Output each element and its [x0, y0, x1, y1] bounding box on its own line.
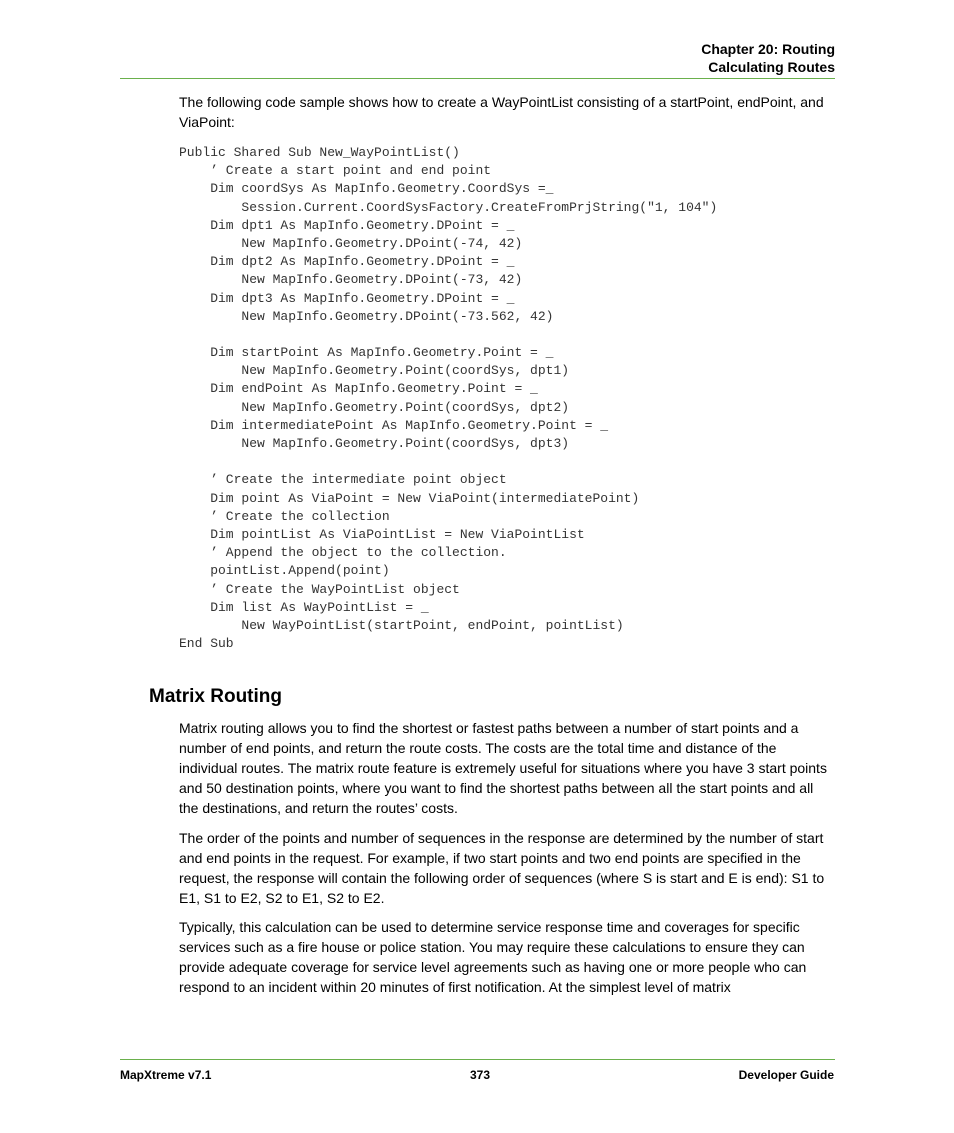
- code-line: ’ Create the WayPointList object: [179, 581, 460, 597]
- code-line: ’ Create the collection: [179, 508, 390, 524]
- footer-rule: [120, 1059, 835, 1060]
- code-line: Dim coordSys As MapInfo.Geometry.CoordSys =_: [179, 181, 554, 197]
- header-section: Calculating Routes: [708, 59, 835, 75]
- footer-product: MapXtreme v7.1: [120, 1068, 212, 1082]
- code-line: Dim point As ViaPoint = New ViaPoint(intermediatePoint): [179, 490, 640, 506]
- code-line: Dim dpt3 As MapInfo.Geometry.DPoint = _: [179, 290, 515, 306]
- code-sample: [179, 144, 717, 653]
- body-paragraph: Matrix routing allows you to find the shortest or fastest paths between a number of start points and a number of end points, and return the route costs. The costs are the total time and distance of the individual routes. The matrix route feature is extremely useful for situations where you have 3 start points and 50 destination points, where you want to find the shortest paths between all the start points and all the destinations, and return the routes’ costs.: [179, 720, 827, 816]
- code-line: Dim dpt2 As MapInfo.Geometry.DPoint = _: [179, 254, 515, 270]
- body-paragraph: The order of the points and number of sequences in the response are determined by the number of start and end points in the request. For example, if two start points and two end points are specified in the request, the response will contain the following order of sequences (where S is start and E is end): S1 to E1, S1 to E2, S2 to E1, S2 to E2.: [179, 830, 825, 906]
- code-line: New MapInfo.Geometry.Point(coordSys, dpt2): [179, 399, 570, 415]
- code-line: Dim pointList As ViaPointList = New ViaPointList: [179, 526, 585, 542]
- code-line: ’ Append the object to the collection.: [179, 545, 507, 561]
- code-line: Dim startPoint As MapInfo.Geometry.Point = _: [179, 345, 554, 361]
- header-chapter: Chapter 20: Routing: [701, 41, 835, 57]
- code-line: New MapInfo.Geometry.DPoint(-73, 42): [179, 272, 523, 288]
- code-line: Dim endPoint As MapInfo.Geometry.Point = _: [179, 381, 538, 397]
- code-line: [179, 326, 717, 344]
- section-title: Matrix Routing: [149, 686, 282, 707]
- code-line: New WayPointList(startPoint, endPoint, pointList): [179, 617, 624, 633]
- intro-paragraph: The following code sample shows how to create a WayPointList consisting of a startPoint, endPoint, and ViaPoint:: [179, 94, 824, 130]
- code-line: New MapInfo.Geometry.Point(coordSys, dpt3): [179, 436, 570, 451]
- body-paragraph: Typically, this calculation can be used to determine service response time and coverages for specific services such as a fire house or police station. You may require these calculations to ensure they can provide adequate coverage for service level agreements such as having one or more people who can respond to an incident within 20 minutes of first notification. At the simplest level of matrix: [179, 919, 807, 995]
- code-line: Session.Current.CoordSysFactory.CreateFromPrjString("1, 104"): [179, 199, 718, 215]
- code-line: Dim list As WayPointList = _: [179, 599, 429, 615]
- code-line: Public Shared Sub New_WayPointList(): [179, 145, 460, 160]
- code-line: Dim dpt1 As MapInfo.Geometry.DPoint = _: [179, 217, 515, 233]
- code-line: New MapInfo.Geometry.DPoint(-74, 42): [179, 235, 523, 251]
- code-line: End Sub: [179, 636, 234, 652]
- code-line: ’ Create a start point and end point: [179, 163, 492, 179]
- code-line: New MapInfo.Geometry.DPoint(-73.562, 42): [179, 308, 554, 324]
- code-line: pointList.Append(point): [179, 563, 390, 579]
- code-line: New MapInfo.Geometry.Point(coordSys, dpt1): [179, 363, 570, 379]
- header-rule: [120, 78, 835, 79]
- page-number: 373: [469, 1068, 491, 1082]
- code-line: ’ Create the intermediate point object: [179, 472, 507, 488]
- code-line: [179, 453, 717, 471]
- footer-guide: Developer Guide: [738, 1068, 834, 1082]
- code-line: Dim intermediatePoint As MapInfo.Geometry.Point = _: [179, 417, 609, 433]
- running-header: [120, 40, 835, 76]
